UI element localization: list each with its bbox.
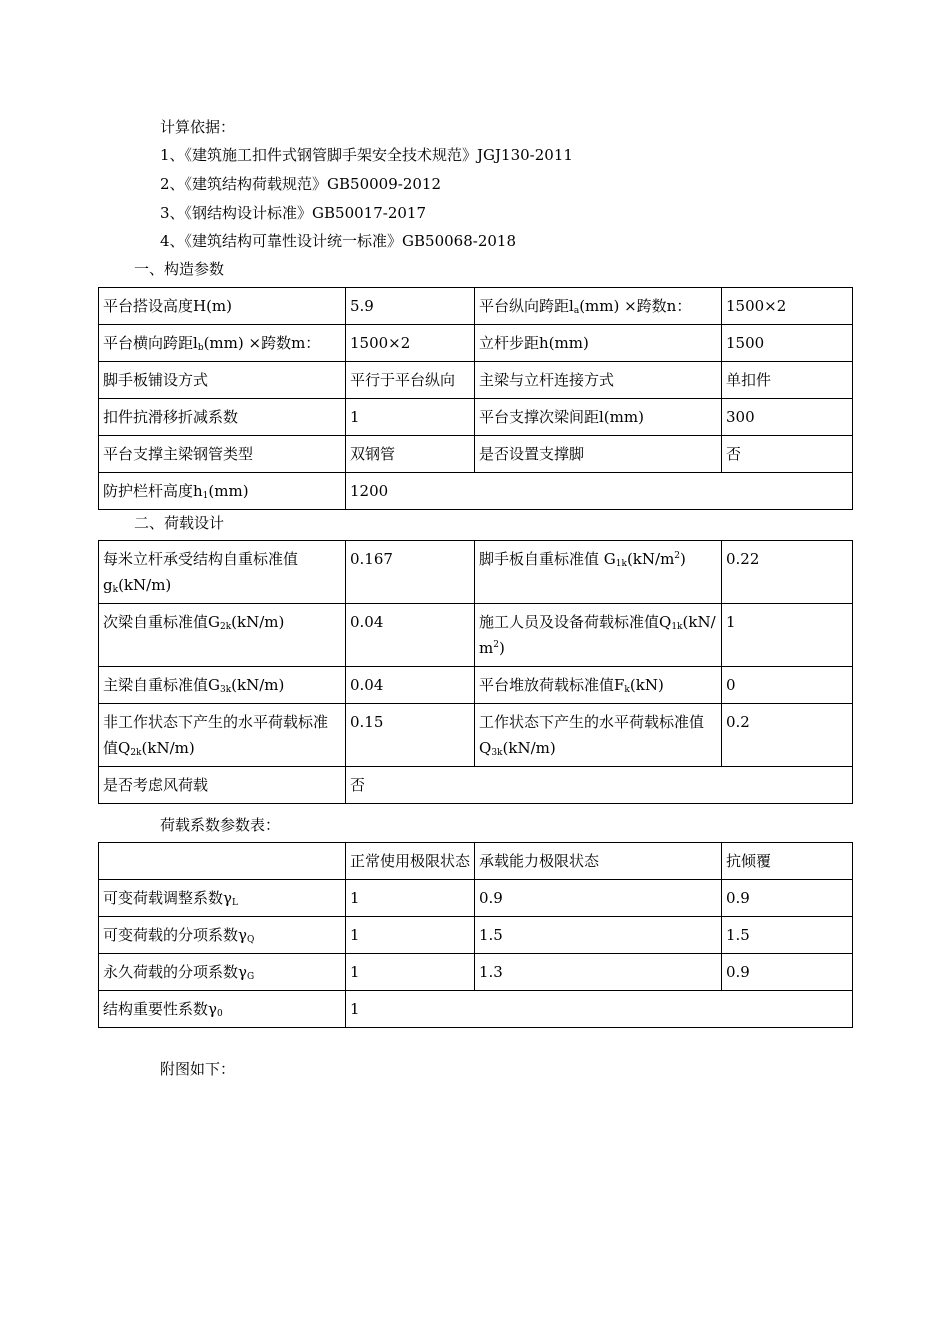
label-cell: 次梁自重标准值$G_{2k}(kN/m)$ <box>99 604 346 667</box>
value-cell: 0.22 <box>722 541 853 604</box>
header-cell: 承载能力极限状态 <box>475 843 722 880</box>
table-row <box>99 917 853 954</box>
label-cell: 可变荷载调整系数$\gamma_L$ <box>99 880 346 917</box>
label-cell: 平台堆放荷载标准值$F_k(kN)$ <box>475 667 722 704</box>
table-row <box>99 954 853 991</box>
table-row <box>99 991 853 1028</box>
value-cell: 0.9 <box>722 954 853 991</box>
value-cell: 否 <box>722 436 853 473</box>
value-cell: 0.167 <box>346 541 475 604</box>
value-cell: 1 <box>346 991 853 1028</box>
label-cell: 平台横向跨距$l_b(mm)$ ×跨数m： <box>99 325 346 362</box>
label-cell: 扣件抗滑移折减系数 <box>99 399 346 436</box>
section1-title: 一、构造参数 <box>134 260 225 278</box>
value-cell: 0.04 <box>346 667 475 704</box>
table-row <box>99 362 853 399</box>
header-cell: 正常使用极限状态 <box>346 843 475 880</box>
label-cell: 平台支撑次梁间距l(mm) <box>475 399 722 436</box>
structure-params-table <box>98 287 853 510</box>
header-cell <box>99 843 346 880</box>
value-cell: 300 <box>722 399 853 436</box>
value-cell: 1200 <box>346 473 853 510</box>
table-row <box>99 880 853 917</box>
label-cell: 脚手板自重标准值 $G_{1k}(kN/m^2)$ <box>475 541 722 604</box>
label-cell: 结构重要性系数$\gamma_0$ <box>99 991 346 1028</box>
label-cell: 平台搭设高度H(m) <box>99 288 346 325</box>
label-cell: 是否设置支撑脚 <box>475 436 722 473</box>
value-cell: 0.9 <box>475 880 722 917</box>
table-row <box>99 325 853 362</box>
basis-item-4: 4、《建筑结构可靠性设计统一标准》GB50068-2018 <box>160 232 517 250</box>
label-cell: 可变荷载的分项系数$\gamma_Q$ <box>99 917 346 954</box>
table-row <box>99 436 853 473</box>
value-cell: 1.3 <box>475 954 722 991</box>
label-cell: 脚手板铺设方式 <box>99 362 346 399</box>
load-factors-table <box>98 842 853 1028</box>
value-cell: 平行于平台纵向 <box>346 362 475 399</box>
label-cell: 立杆步距h(mm) <box>475 325 722 362</box>
label-cell: 平台支撑主梁钢管类型 <box>99 436 346 473</box>
value-cell: 0.9 <box>722 880 853 917</box>
value-cell: 1500×2 <box>722 288 853 325</box>
basis-title: 计算依据： <box>160 118 236 136</box>
label-cell: 主梁自重标准值$G_{3k}(kN/m)$ <box>99 667 346 704</box>
value-cell: 双钢管 <box>346 436 475 473</box>
label-cell: 防护栏杆高度$h_1(mm)$ <box>99 473 346 510</box>
label-cell: 每米立杆承受结构自重标准值$g_k(kN/m)$ <box>99 541 346 604</box>
table-header-row <box>99 843 853 880</box>
value-cell: 1.5 <box>722 917 853 954</box>
value-cell: 1 <box>346 954 475 991</box>
value-cell: 1 <box>346 399 475 436</box>
value-cell: 0.2 <box>722 704 853 767</box>
table-row <box>99 288 853 325</box>
label-cell: 永久荷载的分项系数$\gamma_G$ <box>99 954 346 991</box>
table-row <box>99 541 853 604</box>
value-cell: 1.5 <box>475 917 722 954</box>
label-cell: 工作状态下产生的水平荷载标准值$Q_{3k}(kN/m)$ <box>475 704 722 767</box>
value-cell: 否 <box>346 767 853 804</box>
value-cell: 1 <box>346 880 475 917</box>
basis-item-3: 3、《钢结构设计标准》GB50017-2017 <box>160 204 427 222</box>
table-row <box>99 399 853 436</box>
load-design-table <box>98 540 853 804</box>
value-cell: 0 <box>722 667 853 704</box>
table-row <box>99 604 853 667</box>
basis-item-1: 1、《建筑施工扣件式钢管脚手架安全技术规范》JGJ130-2011 <box>160 146 573 164</box>
label-cell: 是否考虑风荷载 <box>99 767 346 804</box>
table-row <box>99 667 853 704</box>
value-cell: 0.04 <box>346 604 475 667</box>
value-cell: 1 <box>722 604 853 667</box>
value-cell: 单扣件 <box>722 362 853 399</box>
value-cell: 1500 <box>722 325 853 362</box>
label-cell: 非工作状态下产生的水平荷载标准值$Q_{2k}(kN/m)$ <box>99 704 346 767</box>
header-cell: 抗倾覆 <box>722 843 853 880</box>
label-cell: 平台纵向跨距$l_a(mm)$ ×跨数n： <box>475 288 722 325</box>
table-row <box>99 473 853 510</box>
label-cell: 主梁与立杆连接方式 <box>475 362 722 399</box>
value-cell: 5.9 <box>346 288 475 325</box>
basis-item-2: 2、《建筑结构荷载规范》GB50009-2012 <box>160 175 442 193</box>
value-cell: 1 <box>346 917 475 954</box>
label-cell: 施工人员及设备荷载标准值$Q_{1k}(kN/m^2)$ <box>475 604 722 667</box>
table-row <box>99 767 853 804</box>
appendix-label: 附图如下： <box>160 1060 236 1078</box>
value-cell: 1500×2 <box>346 325 475 362</box>
value-cell: 0.15 <box>346 704 475 767</box>
factors-title: 荷载系数参数表： <box>160 816 281 834</box>
section2-title: 二、荷载设计 <box>134 514 225 532</box>
table-row <box>99 704 853 767</box>
